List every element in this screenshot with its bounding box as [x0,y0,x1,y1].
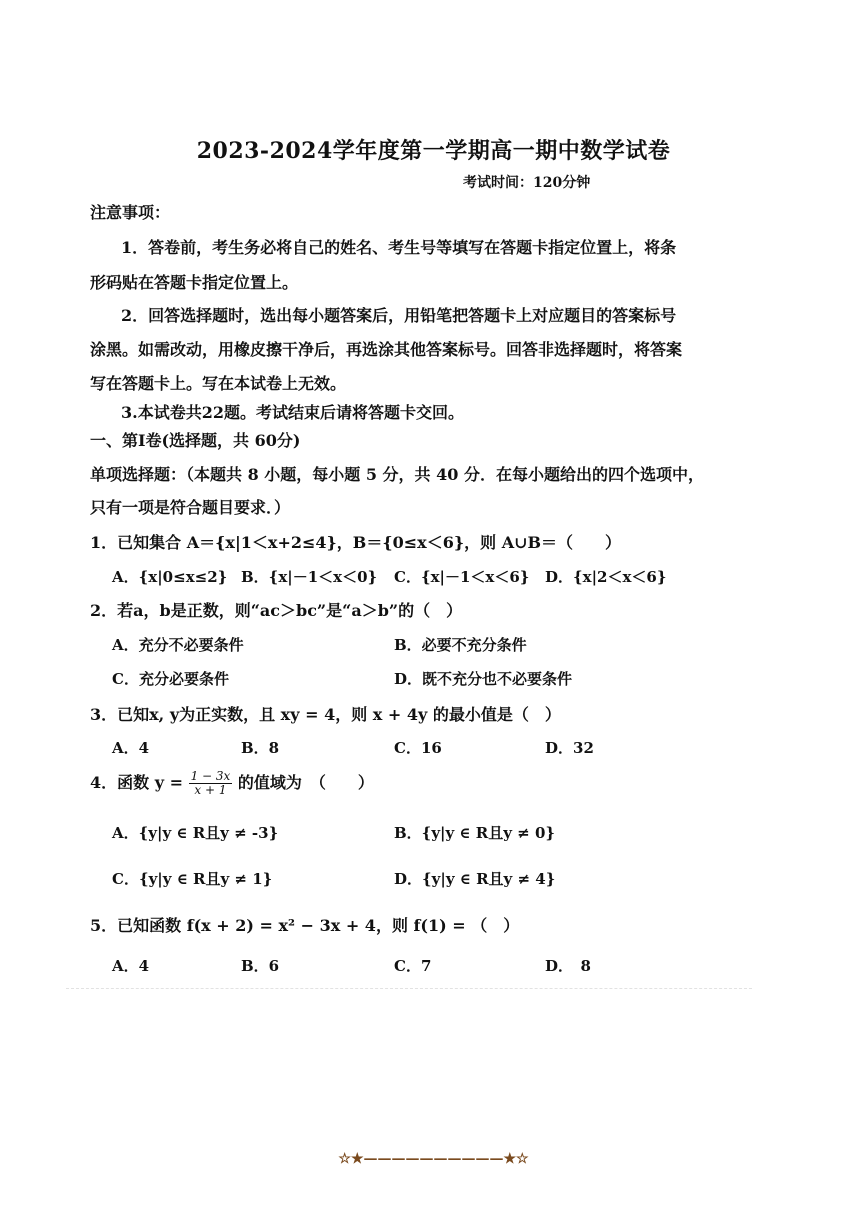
question-4-stem [90,770,374,797]
single-choice-instructions-1: 单项选择题：（本题共 8 小题，每小题 5 分，共 40 分．在每小题给出的四个选项中， [90,465,704,484]
question-5-option-b: B．6 [241,957,280,975]
question-5-option-c: C．7 [394,957,432,975]
question-1-option-d: D．{x|2＜x＜6} [545,568,667,586]
section-heading: 一、第Ⅰ卷(选择题，共 60分) [90,431,301,450]
question-4-option-c: C．{y|y ∈ R且y ≠ 1} [112,870,273,888]
question-4-stem-prefix: 4．函数 y = [90,773,183,792]
notice-2-line-2: 涂黑。如需改动，用橡皮擦干净后，再选涂其他答案标号。回答非选择题时，将答案 [90,340,683,359]
notice-3: 3.本试卷共22题。考试结束后请将答题卡交回。 [121,403,464,422]
page-footer: ☆★——————————★☆ [338,1151,529,1167]
question-2-option-b: B．必要不充分条件 [394,636,527,654]
exam-time: 考试时间：120分钟 [463,175,591,191]
question-3-option-c: C．16 [394,739,442,757]
notice-2-line-3: 写在答题卡上。写在本试卷上无效。 [90,374,347,393]
question-3-option-b: B．8 [241,739,280,757]
notice-2-line-1: 2．回答选择题时，选出每小题答案后，用铅笔把答题卡上对应题目的答案标号 [121,306,677,325]
question-4-fraction-numerator: 1 − 3x [190,769,231,783]
single-choice-instructions-2: 只有一项是符合题目要求．） [90,498,291,517]
notice-heading: 注意事项： [90,203,171,222]
question-4-option-a: A．{y|y ∈ R且y ≠ -3} [112,824,279,842]
question-5-option-a: A．4 [112,957,150,975]
question-1-option-c: C．{x|－1＜x＜6} [394,568,530,586]
question-1-option-a: A．{x|0≤x≤2} [112,568,228,586]
question-3-stem: 3．已知x, y为正实数，且 xy = 4，则 x + 4y 的最小值是（ ） [90,705,561,724]
question-5-option-d: D． 8 [545,957,591,975]
question-4-stem-suffix: 的值域为 （ ） [237,773,374,792]
question-2-option-a: A．充分不必要条件 [112,636,244,654]
question-5-stem: 5．已知函数 f(x + 2) = x² − 3x + 4，则 f(1) = （ ） [90,916,520,935]
question-2-option-d: D．既不充分也不必要条件 [394,670,573,688]
notice-1-line-1: 1．答卷前，考生务必将自己的姓名、考生号等填写在答题卡指定位置上，将条 [121,238,677,257]
question-4-fraction [189,770,233,797]
question-1-option-b: B．{x|－1＜x＜0} [241,568,378,586]
page-title: 2023-2024学年度第一学期高一期中数学试卷 [196,138,671,164]
question-4-fraction-denominator: x + 1 [194,783,227,797]
question-3-option-a: A．4 [112,739,150,757]
question-1-stem: 1．已知集合 A＝{x|1＜x+2≤4}，B＝{0≤x＜6}，则 A∪B＝（ ） [90,533,622,552]
divider [66,988,752,989]
notice-1-line-2: 形码贴在答题卡指定位置上。 [90,273,299,292]
question-4-option-d: D．{y|y ∈ R且y ≠ 4} [394,870,556,888]
question-2-stem: 2．若a，b是正数，则“ac＞bc”是“a＞b”的（ ） [90,601,463,620]
question-3-option-d: D．32 [545,739,594,757]
question-2-option-c: C．充分必要条件 [112,670,229,688]
question-4-option-b: B．{y|y ∈ R且y ≠ 0} [394,824,556,842]
